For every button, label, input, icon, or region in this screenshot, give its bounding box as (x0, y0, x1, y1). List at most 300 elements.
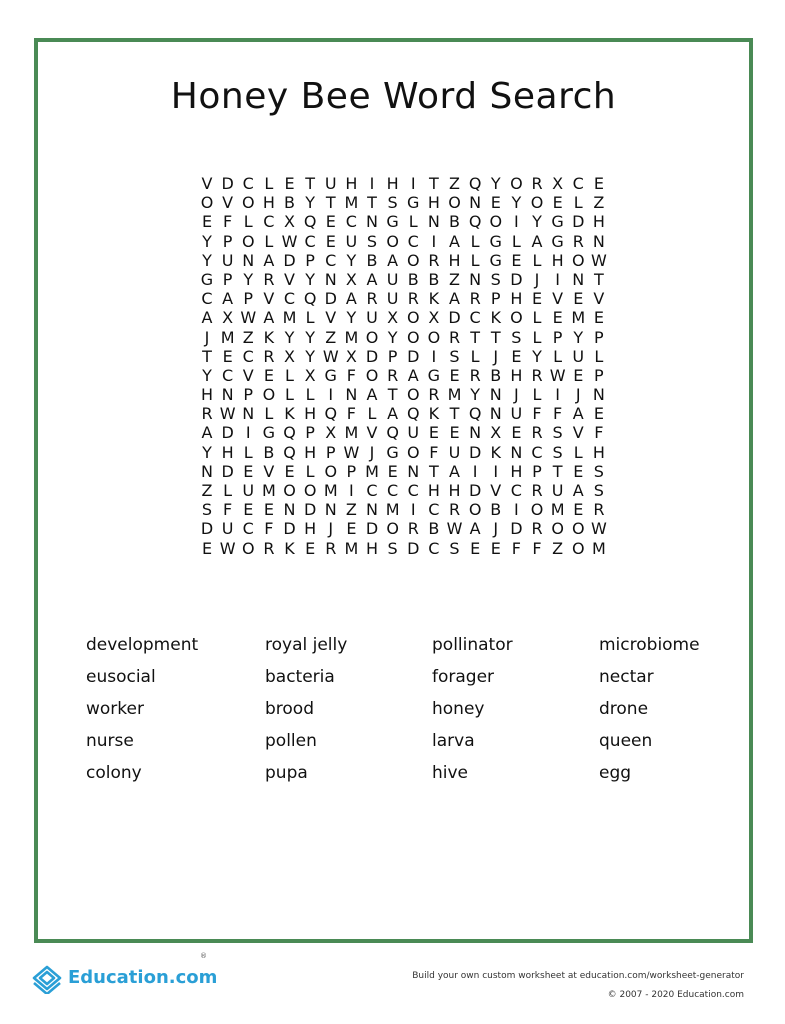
grid-letter: Y (511, 193, 522, 213)
grid-letter: R (572, 231, 584, 251)
grid-letter: Y (202, 365, 212, 385)
grid-letter: F (346, 404, 356, 424)
grid-letter: R (387, 365, 399, 385)
grid-letter: W (590, 250, 607, 270)
grid-letter: B (407, 269, 419, 289)
grid-letter: R (469, 289, 481, 309)
registered-mark: ® (200, 952, 207, 960)
grid-letter: H (510, 289, 523, 309)
grid-letter: A (366, 269, 378, 289)
grid-row (197, 251, 609, 270)
grid-letter: O (365, 327, 379, 347)
grid-letter: R (531, 423, 543, 443)
grid-letter: I (431, 346, 437, 366)
word-list-item: hive (432, 763, 469, 783)
grid-letter: S (490, 269, 501, 289)
grid-letter: Y (532, 212, 542, 232)
grid-letter: X (304, 365, 316, 385)
grid-letter: B (428, 519, 440, 539)
grid-letter: E (243, 500, 254, 520)
copyright-text: © 2007 - 2020 Education.com (607, 990, 744, 1000)
grid-letter: P (305, 250, 315, 270)
grid-letter: K (490, 308, 501, 328)
grid-letter: G (324, 365, 337, 385)
grid-letter: N (201, 461, 213, 481)
grid-letter: L (408, 212, 418, 232)
grid-letter: R (407, 519, 419, 539)
grid-letter: N (469, 193, 482, 213)
grid-letter: C (407, 231, 419, 251)
grid-letter: Y (490, 174, 501, 193)
grid-letter: N (324, 269, 337, 289)
grid-letter: T (428, 461, 439, 481)
grid-letter: U (510, 404, 523, 424)
worksheet-frame (34, 38, 753, 943)
grid-letter: C (366, 481, 378, 500)
grid-letter: G (386, 212, 399, 232)
grid-letter: G (262, 423, 276, 443)
grid-letter: H (345, 174, 358, 193)
grid-letter: I (472, 461, 478, 481)
grid-letter: T (449, 404, 460, 424)
grid-letter: I (349, 481, 354, 500)
grid-letter: C (572, 174, 584, 193)
grid-letter: R (593, 500, 605, 520)
grid-letter: R (263, 538, 275, 558)
grid-letter: C (304, 231, 316, 251)
word-list-item: bacteria (265, 667, 335, 687)
grid-letter: A (572, 481, 584, 500)
grid-row (197, 443, 609, 462)
grid-letter: L (305, 385, 315, 405)
grid-letter: A (201, 308, 213, 328)
grid-letter: M (344, 423, 359, 443)
grid-letter: O (200, 193, 214, 213)
grid-letter: H (304, 442, 317, 462)
grid-letter: E (449, 423, 460, 443)
grid-letter: P (243, 385, 254, 405)
grid-letter: E (305, 538, 316, 558)
grid-letter: E (284, 461, 295, 481)
grid-letter: I (431, 231, 437, 251)
word-list-item: brood (265, 699, 314, 719)
grid-letter: P (532, 461, 542, 481)
grid-letter: L (285, 365, 294, 385)
grid-letter: O (365, 365, 379, 385)
grid-letter: E (387, 461, 398, 481)
grid-letter: V (325, 308, 337, 328)
grid-letter: T (593, 269, 604, 289)
grid-letter: Z (449, 269, 460, 289)
grid-letter: U (448, 442, 461, 462)
grid-letter: K (284, 538, 295, 558)
grid-letter: U (386, 289, 399, 309)
grid-letter: Q (283, 423, 296, 443)
grid-letter: T (490, 327, 501, 347)
grid-letter: V (490, 481, 502, 500)
grid-letter: U (345, 231, 358, 251)
grid-letter: I (410, 500, 416, 520)
grid-letter: D (448, 308, 461, 328)
grid-letter: Q (303, 212, 317, 232)
grid-letter: K (284, 404, 295, 424)
grid-letter: L (264, 404, 274, 424)
grid-letter: C (407, 481, 419, 500)
grid-letter: Y (202, 442, 212, 462)
grid-letter: L (367, 404, 377, 424)
grid-letter: Y (202, 231, 212, 251)
grid-row (197, 212, 609, 231)
grid-letter: A (263, 250, 275, 270)
grid-letter: A (387, 404, 399, 424)
grid-letter: N (345, 385, 358, 405)
grid-letter: A (366, 385, 378, 405)
grid-letter: Z (325, 327, 337, 347)
grid-letter: R (325, 538, 337, 558)
grid-letter: Y (202, 250, 212, 270)
grid-letter: O (530, 500, 544, 520)
word-list-item: larva (432, 731, 475, 751)
grid-letter: D (365, 519, 379, 539)
grid-letter: M (323, 481, 338, 500)
grid-letter: P (222, 269, 233, 289)
grid-letter: G (489, 231, 502, 251)
grid-letter: I (514, 212, 519, 232)
grid-letter: V (201, 174, 213, 193)
grid-letter: P (490, 289, 501, 309)
grid-letter: L (305, 308, 315, 328)
grid-letter: E (593, 404, 604, 424)
grid-letter: E (243, 461, 254, 481)
grid-row (197, 232, 609, 251)
grid-letter: O (551, 519, 564, 539)
grid-row (197, 328, 609, 347)
grid-letter: J (534, 269, 540, 289)
grid-letter: Q (386, 423, 399, 443)
word-list (86, 634, 746, 784)
grid-letter: I (555, 385, 560, 405)
grid-letter: O (386, 519, 399, 539)
grid-letter: D (407, 346, 420, 366)
grid-letter: R (531, 519, 543, 539)
grid-letter: L (532, 308, 542, 328)
grid-letter: R (531, 174, 543, 193)
grid-letter: C (428, 538, 440, 558)
word-list-item: worker (86, 699, 144, 719)
grid-letter: F (223, 212, 233, 232)
grid-letter: O (571, 250, 585, 270)
grid-letter: U (386, 269, 399, 289)
grid-letter: K (263, 327, 275, 347)
grid-letter: D (510, 269, 523, 289)
logo-text: Education.com (68, 966, 218, 988)
grid-letter: E (325, 212, 336, 232)
grid-letter: H (221, 442, 234, 462)
grid-letter: L (532, 250, 542, 270)
worksheet-title: Honey Bee Word Search (170, 76, 617, 117)
build-worksheet-text[interactable]: Build your own custom worksheet at education.com/worksheet-generator (412, 971, 744, 981)
grid-letter: W (240, 308, 257, 328)
grid-letter: T (428, 174, 439, 193)
grid-letter: Y (346, 250, 357, 270)
grid-letter: A (263, 308, 275, 328)
grid-letter: E (490, 193, 501, 213)
grid-letter: Y (305, 193, 316, 213)
grid-letter: L (553, 346, 563, 366)
grid-letter: M (591, 538, 606, 558)
grid-letter: Q (468, 212, 482, 232)
grid-letter: S (593, 481, 604, 500)
grid-letter: D (468, 481, 482, 500)
grid-letter: V (593, 289, 605, 309)
grid-letter: N (427, 212, 440, 232)
grid-letter: Y (305, 269, 316, 289)
word-list-item: nectar (599, 667, 654, 687)
grid-letter: N (592, 231, 605, 251)
grid-letter: J (369, 442, 375, 462)
grid-row (197, 174, 609, 193)
grid-letter: F (532, 404, 542, 424)
grid-letter: L (594, 346, 604, 366)
grid-letter: R (366, 289, 378, 309)
grid-letter: A (387, 250, 399, 270)
grid-letter: I (555, 269, 560, 289)
grid-letter: T (367, 193, 377, 213)
grid-letter: Z (201, 481, 213, 500)
grid-letter: F (223, 500, 233, 520)
grid-letter: O (241, 231, 255, 251)
grid-letter: O (241, 538, 255, 558)
grid-row (197, 308, 609, 327)
grid-letter: C (201, 289, 213, 309)
grid-letter: M (550, 500, 565, 520)
grid-letter: A (572, 404, 584, 424)
grid-letter: H (200, 385, 214, 405)
grid-letter: W (219, 404, 236, 424)
grid-letter: C (242, 346, 254, 366)
grid-letter: E (511, 423, 522, 443)
grid-letter: L (264, 231, 274, 251)
grid-letter: Q (468, 174, 482, 193)
grid-letter: E (201, 212, 213, 232)
grid-letter: A (469, 519, 481, 539)
grid-letter: Z (552, 538, 564, 558)
grid-letter: B (428, 269, 440, 289)
grid-letter: P (346, 461, 357, 481)
grid-letter: P (325, 442, 336, 462)
word-list-item: royal jelly (265, 635, 348, 655)
grid-letter: L (511, 231, 521, 251)
grid-letter: Y (284, 327, 295, 347)
grid-letter: D (365, 346, 379, 366)
grid-letter: C (263, 212, 275, 232)
grid-letter: W (446, 519, 463, 539)
grid-letter: U (407, 423, 420, 443)
word-list-item: honey (432, 699, 485, 719)
grid-letter: Y (573, 327, 584, 347)
grid-letter: O (510, 174, 523, 193)
grid-letter: O (241, 193, 255, 213)
grid-letter: O (571, 519, 585, 539)
grid-letter: L (470, 346, 480, 366)
grid-letter: J (493, 519, 499, 539)
grid-letter: M (571, 308, 586, 328)
grid-letter: G (200, 269, 214, 289)
word-list-item: pollen (265, 731, 317, 751)
grid-letter: S (449, 538, 460, 558)
grid-letter: O (303, 481, 317, 500)
grid-letter: V (263, 461, 275, 481)
grid-letter: M (344, 327, 359, 347)
grid-letter: F (429, 442, 439, 462)
grid-letter: F (532, 538, 542, 558)
grid-letter: H (386, 174, 399, 193)
grid-letter: A (222, 289, 234, 309)
grid-letter: J (493, 346, 499, 366)
grid-letter: W (219, 538, 236, 558)
grid-letter: U (551, 481, 564, 500)
grid-letter: L (243, 212, 253, 232)
grid-letter: Y (532, 346, 542, 366)
grid-letter: N (283, 500, 296, 520)
grid-letter: S (593, 461, 604, 481)
grid-letter: O (406, 327, 420, 347)
grid-letter: S (201, 500, 213, 520)
grid-letter: J (204, 327, 210, 347)
grid-letter: N (242, 250, 255, 270)
grid-letter: Z (242, 327, 254, 347)
grid-letter: B (490, 500, 502, 520)
grid-letter: U (242, 481, 255, 500)
grid-letter: X (284, 212, 295, 232)
grid-letter: M (365, 461, 379, 481)
grid-letter: E (593, 308, 604, 328)
grid-letter: A (345, 289, 357, 309)
grid-letter: N (366, 212, 378, 232)
grid-letter: U (366, 308, 378, 328)
grid-letter: O (406, 308, 420, 328)
grid-letter: Y (305, 346, 316, 366)
education-logo[interactable] (30, 960, 217, 994)
grid-letter: V (242, 365, 254, 385)
grid-letter: X (345, 269, 357, 289)
grid-letter: H (510, 365, 523, 385)
grid-letter: R (531, 481, 543, 500)
grid-row (197, 270, 609, 289)
grid-letter: E (573, 500, 584, 520)
grid-letter: X (222, 308, 234, 328)
grid-letter: G (551, 231, 564, 251)
grid-letter: L (223, 481, 233, 500)
grid-letter: L (573, 442, 583, 462)
grid-letter: M (344, 193, 359, 213)
grid-letter: X (387, 308, 399, 328)
grid-row (197, 423, 609, 442)
grid-row (197, 462, 609, 481)
grid-letter: D (221, 174, 234, 193)
grid-letter: P (594, 327, 604, 347)
grid-letter: S (449, 346, 460, 366)
grid-letter: L (264, 174, 274, 193)
grid-letter: N (510, 442, 523, 462)
grid-letter: D (468, 442, 482, 462)
grid-letter: D (221, 461, 234, 481)
grid-letter: B (263, 442, 275, 462)
grid-letter: Y (305, 327, 316, 347)
grid-letter: V (222, 193, 234, 213)
grid-letter: S (387, 538, 398, 558)
grid-letter: N (324, 500, 337, 520)
grid-letter: C (325, 250, 337, 270)
grid-letter: D (221, 423, 234, 443)
grid-row (197, 404, 609, 423)
grid-letter: I (245, 423, 251, 443)
grid-letter: L (470, 231, 480, 251)
grid-letter: U (221, 519, 234, 539)
grid-letter: R (201, 404, 213, 424)
grid-letter: A (531, 231, 543, 251)
grid-letter: M (261, 481, 276, 500)
grid-row (197, 366, 609, 385)
grid-letter: C (469, 308, 481, 328)
grid-letter: Q (283, 442, 296, 462)
grid-letter: C (510, 481, 522, 500)
grid-letter: O (406, 250, 420, 270)
grid-letter: N (221, 385, 234, 405)
grid-letter: R (263, 269, 275, 289)
grid-letter: E (490, 538, 501, 558)
grid-letter: X (490, 423, 502, 443)
grid-letter: F (594, 423, 604, 443)
grid-letter: X (284, 346, 295, 366)
grid-letter: G (427, 365, 441, 385)
grid-letter: H (304, 519, 317, 539)
grid-letter: E (511, 250, 522, 270)
grid-letter: G (407, 193, 420, 213)
grid-letter: C (222, 365, 234, 385)
grid-letter: S (511, 327, 522, 347)
grid-letter: E (531, 289, 543, 309)
grid-letter: H (262, 193, 275, 213)
grid-letter: Z (593, 193, 605, 213)
grid-letter: P (594, 365, 604, 385)
grid-letter: I (369, 174, 375, 193)
grid-letter: D (283, 519, 296, 539)
grid-letter: H (427, 193, 440, 213)
grid-letter: B (490, 365, 502, 385)
grid-letter: T (325, 193, 336, 213)
grid-letter: E (263, 500, 274, 520)
grid-letter: V (366, 423, 378, 443)
grid-letter: F (553, 404, 563, 424)
word-list-item: colony (86, 763, 142, 783)
grid-letter: I (328, 385, 334, 405)
grid-letter: P (243, 289, 254, 309)
grid-letter: O (386, 231, 399, 251)
letter-grid (197, 174, 609, 558)
grid-letter: H (551, 250, 564, 270)
grid-letter: N (242, 404, 255, 424)
grid-letter: P (305, 423, 315, 443)
grid-letter: T (202, 346, 212, 366)
grid-letter: L (305, 461, 315, 481)
grid-row (197, 481, 609, 500)
grid-letter: R (448, 500, 461, 520)
grid-letter: S (387, 193, 398, 213)
grid-letter: P (552, 327, 563, 347)
grid-letter: O (468, 500, 482, 520)
grid-letter: K (428, 289, 440, 309)
